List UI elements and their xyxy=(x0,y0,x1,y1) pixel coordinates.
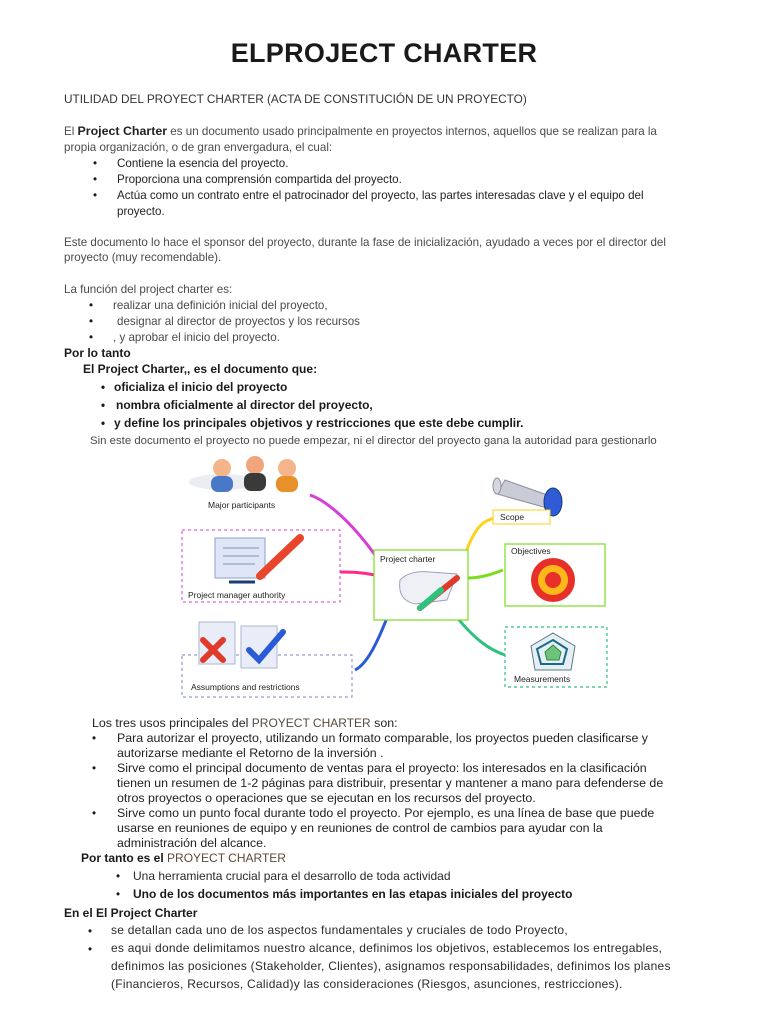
connector-objectives xyxy=(467,570,503,578)
doc-que: El Project Charter,, es el documento que: xyxy=(83,362,318,376)
intro-line-2: propia organización, o de gran envergadura, el cual: xyxy=(64,141,333,154)
por-tanto-prefix: Por tanto es el xyxy=(81,851,168,865)
node-objectives: Objectives xyxy=(511,546,551,556)
intro-bullet-2: Proporciona una comprensión compartida del proyecto. xyxy=(117,173,402,186)
sponsor-line-2: proyecto (muy recomendable). xyxy=(64,251,222,264)
bullet-dot: • xyxy=(89,315,94,328)
por-tanto-item-2: Uno de los documentos más importantes en las etapas iniciales del proyecto xyxy=(133,887,573,901)
project-charter-diagram xyxy=(175,450,620,700)
function-bullet-1: realizar una definición inicial del proyecto, xyxy=(113,299,328,312)
en-el-item-2-line-1: es aqui donde delimitamos nuestro alcance, definimos los objetivos, establecemos los entregables, xyxy=(111,941,663,955)
por-tanto-term: PROYECT CHARTER xyxy=(167,851,286,865)
node-assumptions-restrictions: Assumptions and restrictions xyxy=(191,682,300,692)
por-tanto-item-1: Una herramienta crucial para el desarrollo de toda actividad xyxy=(133,869,451,883)
bullet-dot: • xyxy=(101,417,106,430)
connector-scope xyxy=(465,518,495,555)
uso-3-line-1: Sirve como un punto focal durante todo el proyecto. Por ejemplo, es una línea de base que puede xyxy=(117,806,655,820)
sin-este: Sin este documento el proyecto no puede empezar, ni el director del proyecto gana la autoridad para gestionarlo xyxy=(90,435,657,447)
bullet-dot: • xyxy=(92,762,97,775)
usos-lead-prefix: Los tres usos principales del xyxy=(92,716,252,730)
target-icon xyxy=(531,558,575,602)
bullet-dot: • xyxy=(89,299,94,312)
function-bullet-3: , y aprobar el inicio del proyecto. xyxy=(113,331,280,344)
bullet-dot: • xyxy=(116,888,121,901)
bullet-dot: • xyxy=(88,925,93,938)
intro-bullet-1: Contiene la esencia del proyecto. xyxy=(117,157,289,170)
uso-2-line-1: Sirve como el principal documento de ventas para el proyecto: los interesados en la clasificación xyxy=(117,761,647,775)
intro-bullet-3: Actúa como un contrato entre el patrocinador del proyecto, las partes interesadas clave y el equipo del xyxy=(117,189,644,202)
intro-rest: es un documento usado principalmente en proyectos internos, aquellos que se realizan para la xyxy=(167,125,657,138)
bullet-dot: • xyxy=(93,189,98,202)
sponsor-line-1: Este documento lo hace el sponsor del proyecto, durante la fase de inicialización, ayudado a veces por el director del xyxy=(64,236,666,249)
subtitle: UTILIDAD DEL PROYECT CHARTER (ACTA DE CONSTITUCIÓN DE UN PROYECTO) xyxy=(64,92,527,106)
en-el-item-1: se detallan cada uno de los aspectos fundamentales y cruciales de todo Proyecto, xyxy=(111,923,568,937)
uso-3-line-3: administración del alcance. xyxy=(117,836,267,850)
bullet-dot: • xyxy=(93,173,98,186)
uso-1-line-1: Para autorizar el proyecto, utilizando un formato comparable, los proyectos pueden clasificarse y xyxy=(117,731,649,745)
bullet-dot: • xyxy=(116,870,121,883)
intro-bullet-3-cont: proyecto. xyxy=(117,205,165,218)
bullet-dot: • xyxy=(101,399,106,412)
bullet-dot: • xyxy=(101,381,106,394)
doc-bullet-2: nombra oficialmente al director del proyecto, xyxy=(116,398,373,412)
checklist-icon xyxy=(199,622,283,668)
function-heading: La función del project charter es: xyxy=(64,283,233,296)
en-el-item-2-line-3: (Financieros, Recursos, Calidad)y las consideraciones (Riesgos, asunciones, restricciones). xyxy=(111,977,623,991)
usos-lead xyxy=(92,716,398,731)
node-project-manager-authority: Project manager authority xyxy=(188,590,286,600)
connector-participants xyxy=(310,495,375,555)
uso-1-line-2: autorizarse mediante el Retorno de la inversión . xyxy=(117,746,384,760)
uso-3-line-2: usarse en reuniones de equipo y en reuniones de control de cambios para ayudar con la xyxy=(117,821,603,835)
node-measurements: Measurements xyxy=(514,674,571,684)
doc-bullet-1: oficializa el inicio del proyecto xyxy=(114,380,288,394)
intro-line-1 xyxy=(64,124,657,139)
bullet-dot: • xyxy=(88,943,93,956)
por-tanto-heading xyxy=(81,851,286,866)
bullet-dot: • xyxy=(93,157,98,170)
document-pen-icon xyxy=(215,538,300,582)
uso-2-line-2: tienen un resumen de 1-2 páginas para distribuir, presentar y mantener a mano para defenderse de xyxy=(117,776,664,790)
bullet-dot: • xyxy=(89,331,94,344)
bullet-dot: • xyxy=(92,807,97,820)
en-el-item-2-line-2: definimos las posiciones (Stakeholder, Clientes), asignamos responsabilidades, definimos los planes xyxy=(111,959,671,973)
bullet-dot: • xyxy=(92,732,97,745)
intro-prefix: El xyxy=(64,125,78,138)
en-el-heading: En el El Project Charter xyxy=(64,906,198,920)
connector-authority xyxy=(340,572,375,575)
intro-term: Project Charter xyxy=(77,124,168,138)
connector-measurements xyxy=(455,615,505,655)
page-title: ELPROJECT CHARTER xyxy=(230,38,538,68)
node-major-participants: Major participants xyxy=(208,500,276,510)
usos-lead-term: PROYECT CHARTER xyxy=(251,716,371,730)
node-center: Project charter xyxy=(380,554,436,564)
por-lo-tanto: Por lo tanto xyxy=(64,346,131,360)
uso-2-line-3: otros proyectos o operaciones que se ejecutan en los recursos del proyecto. xyxy=(117,791,536,805)
function-bullet-2: designar al director de proyectos y los recursos xyxy=(117,315,360,328)
participants-icon xyxy=(189,456,298,492)
doc-bullet-3: y define los principales objetivos y restricciones que este debe cumplir. xyxy=(114,416,524,430)
usos-lead-suffix: son: xyxy=(370,716,398,730)
node-scope: Scope xyxy=(500,512,525,522)
